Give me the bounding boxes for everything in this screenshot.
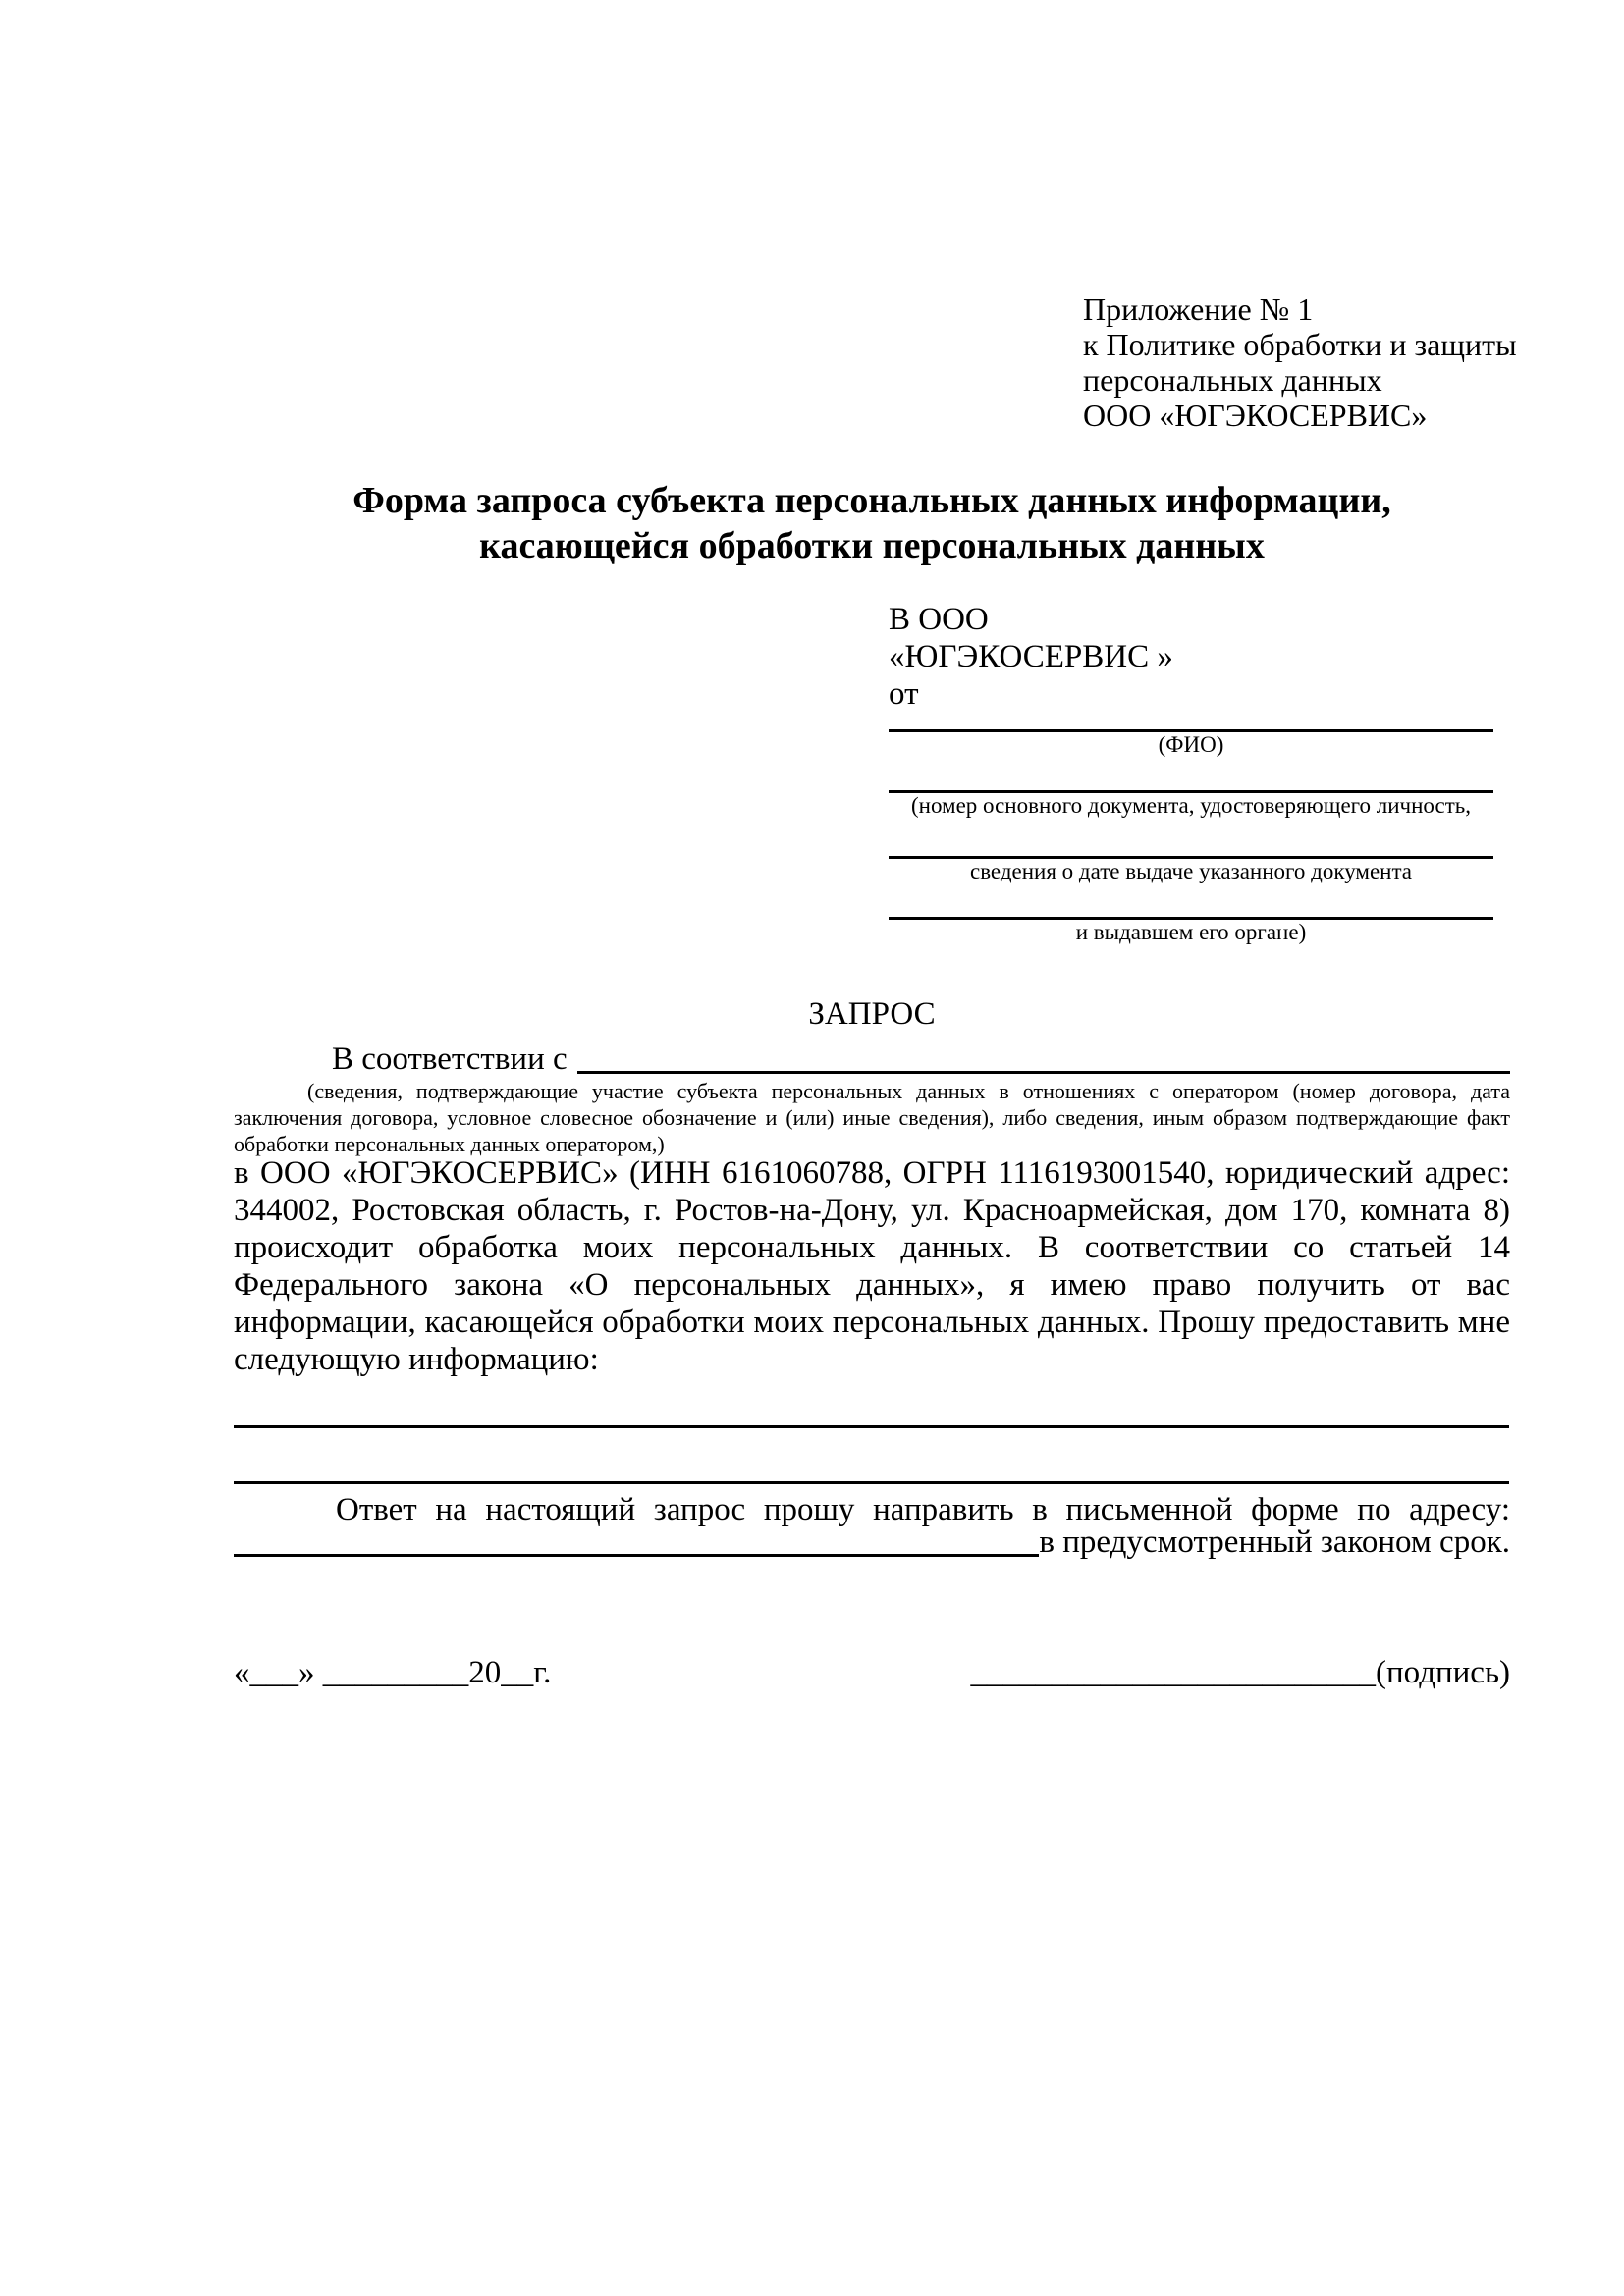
page-title-line: касающейся обработки персональных данных — [479, 525, 1265, 566]
appendix-line: ООО «ЮГЭКОСЕРВИС» — [1083, 398, 1428, 433]
signature-caption: (подпись) — [1376, 1655, 1510, 1690]
footer-row — [234, 1654, 1510, 1691]
addressee-line: от — [889, 676, 919, 712]
address-blank-line — [234, 1554, 1039, 1557]
issuing-authority-caption: и выдавшем его органе) — [1075, 920, 1307, 944]
information-blank-line-2 — [234, 1481, 1509, 1484]
addressee-line: В ООО — [889, 602, 989, 637]
document-number-caption: (номер основного документа, удостоверяющего личность, — [910, 793, 1471, 818]
page-title-line: Форма запроса субъекта персональных данных информации, — [352, 480, 1391, 521]
appendix-line: к Политике обработки и защиты — [1083, 327, 1517, 362]
accordance-row — [234, 1041, 1510, 1078]
page-title — [234, 478, 1510, 568]
fio-caption: (ФИО) — [1158, 732, 1224, 757]
answer-tail-text: в предусмотренный законом срок. — [1039, 1524, 1510, 1560]
appendix-line: персональных данных — [1083, 362, 1382, 398]
issue-date-caption: сведения о дате выдаче указанного документа — [969, 859, 1413, 883]
accordance-note: (сведения, подтверждающие участие субъекта персональных данных в отношениях с оператором (номер договора, дата заключения договора, условное словесное обозначение и (или) иные сведения), либо сведения, иным образом подтверждающие факт обработки персональных данных оператором,) — [234, 1079, 1510, 1156]
addressee-line: «ЮГЭКОСЕРВИС » — [889, 639, 1173, 674]
answer-paragraph: Ответ на настоящий запрос прошу направить в письменной форме по адресу: — [336, 1492, 1510, 1527]
address-blank-row — [234, 1523, 1510, 1561]
accordance-prefix: В соответствии с — [332, 1041, 568, 1077]
accordance-blank-line — [577, 1071, 1510, 1074]
signature-blank-line: _________________________ — [970, 1655, 1376, 1690]
request-heading: ЗАПРОС — [808, 996, 936, 1032]
body-paragraph: в ООО «ЮГЭКОСЕРВИС» (ИНН 6161060788, ОГРН 1116193001540, юридический адрес: 344002, Ростовская область, г. Ростов-на-Дону, ул. Красноармейская, дом 170, комната 8) происходит обработка моих персональных данных. В соответствии со статьей 14 Федерального закона «О персональных данных», я имею право получить от вас информации, касающейся обработки моих персональных данных. Прошу предоставить мне следующую информацию: — [234, 1155, 1510, 1377]
appendix-line: Приложение № 1 — [1083, 292, 1314, 327]
information-blank-line-1 — [234, 1425, 1509, 1428]
appendix-block — [1083, 292, 1517, 433]
date-field: «___» _________20__г. — [234, 1655, 552, 1690]
signature-field — [971, 1654, 1511, 1691]
addressee-block — [889, 601, 1493, 945]
